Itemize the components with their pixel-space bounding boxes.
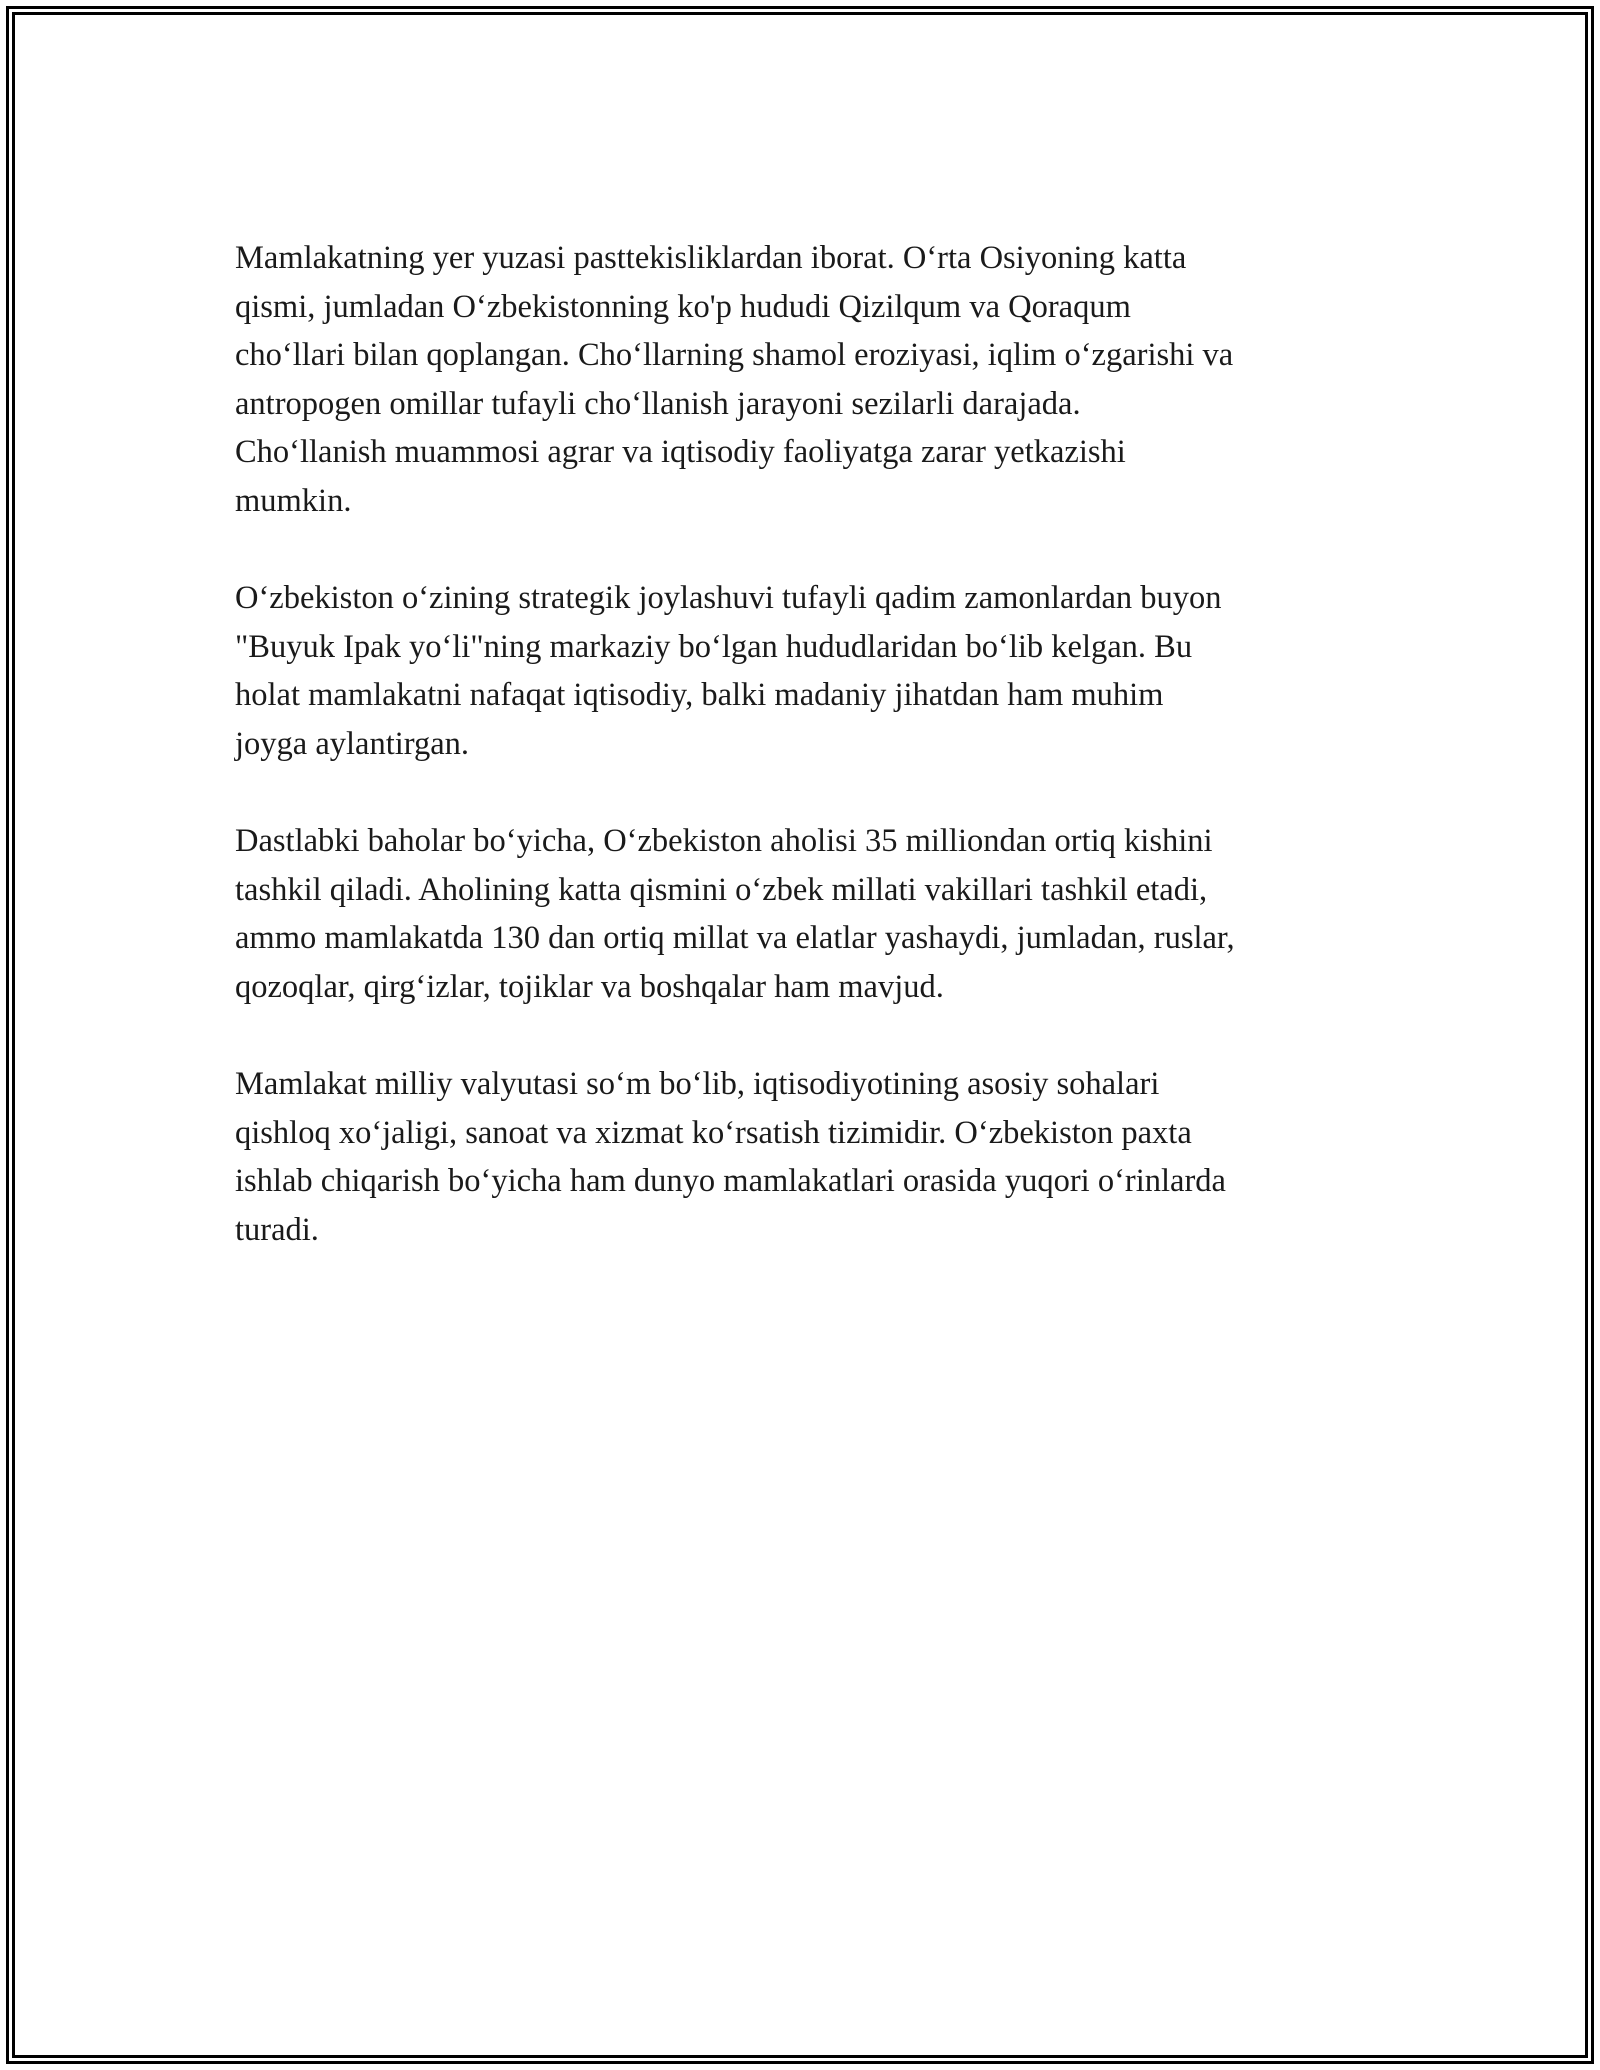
paragraph-economy: Mamlakat milliy valyutasi so‘m bo‘lib, iqtisodiyotining asosiy sohalari qishloq xo‘jaligi, sanoat va xizmat ko‘rsatish tizimidir. O‘zbekiston paxta ishlab chiqarish bo‘yicha ham dunyo mamlakatlari orasida yuqori o‘rinlarda turadi. bbox=[235, 1066, 1226, 1248]
paragraph-silk-road: O‘zbekiston o‘zining strategik joylashuvi tufayli qadim zamonlardan buyon "Buyuk Ipak yo‘li"ning markaziy bo‘lgan hududlaridan bo‘lib kelgan. Bu holat mamlakatni nafaqat iqtisodiy, balki madaniy jihatdan ham muhim joyga aylantirgan. bbox=[235, 580, 1222, 762]
document-body bbox=[235, 234, 1375, 1303]
paragraph-population: Dastlabki baholar bo‘yicha, O‘zbekiston aholisi 35 milliondan ortiq kishini tashkil qiladi. Aholining katta qismini o‘zbek millati vakillari tashkil etadi, ammo mamlakatda 130 dan ortiq millat va elatlar yashaydi, jumladan, ruslar, qozoqlar, qirg‘izlar, tojiklar va boshqalar ham mavjud. bbox=[235, 823, 1235, 1005]
paragraph-geography: Mamlakatning yer yuzasi pasttekisliklardan iborat. O‘rta Osiyoning katta qismi, jumladan O‘zbekistonning ko'p hududi Qizilqum va Qoraqum cho‘llari bilan qoplangan. Cho‘llarning shamol eroziyasi, iqlim o‘zgarishi va antropogen omillar tufayli cho‘llanish jarayoni sezilarli darajada. Cho‘llanish muammosi agrar va iqtisodiy faoliyatga zarar yetkazishi mumkin. bbox=[235, 240, 1234, 519]
